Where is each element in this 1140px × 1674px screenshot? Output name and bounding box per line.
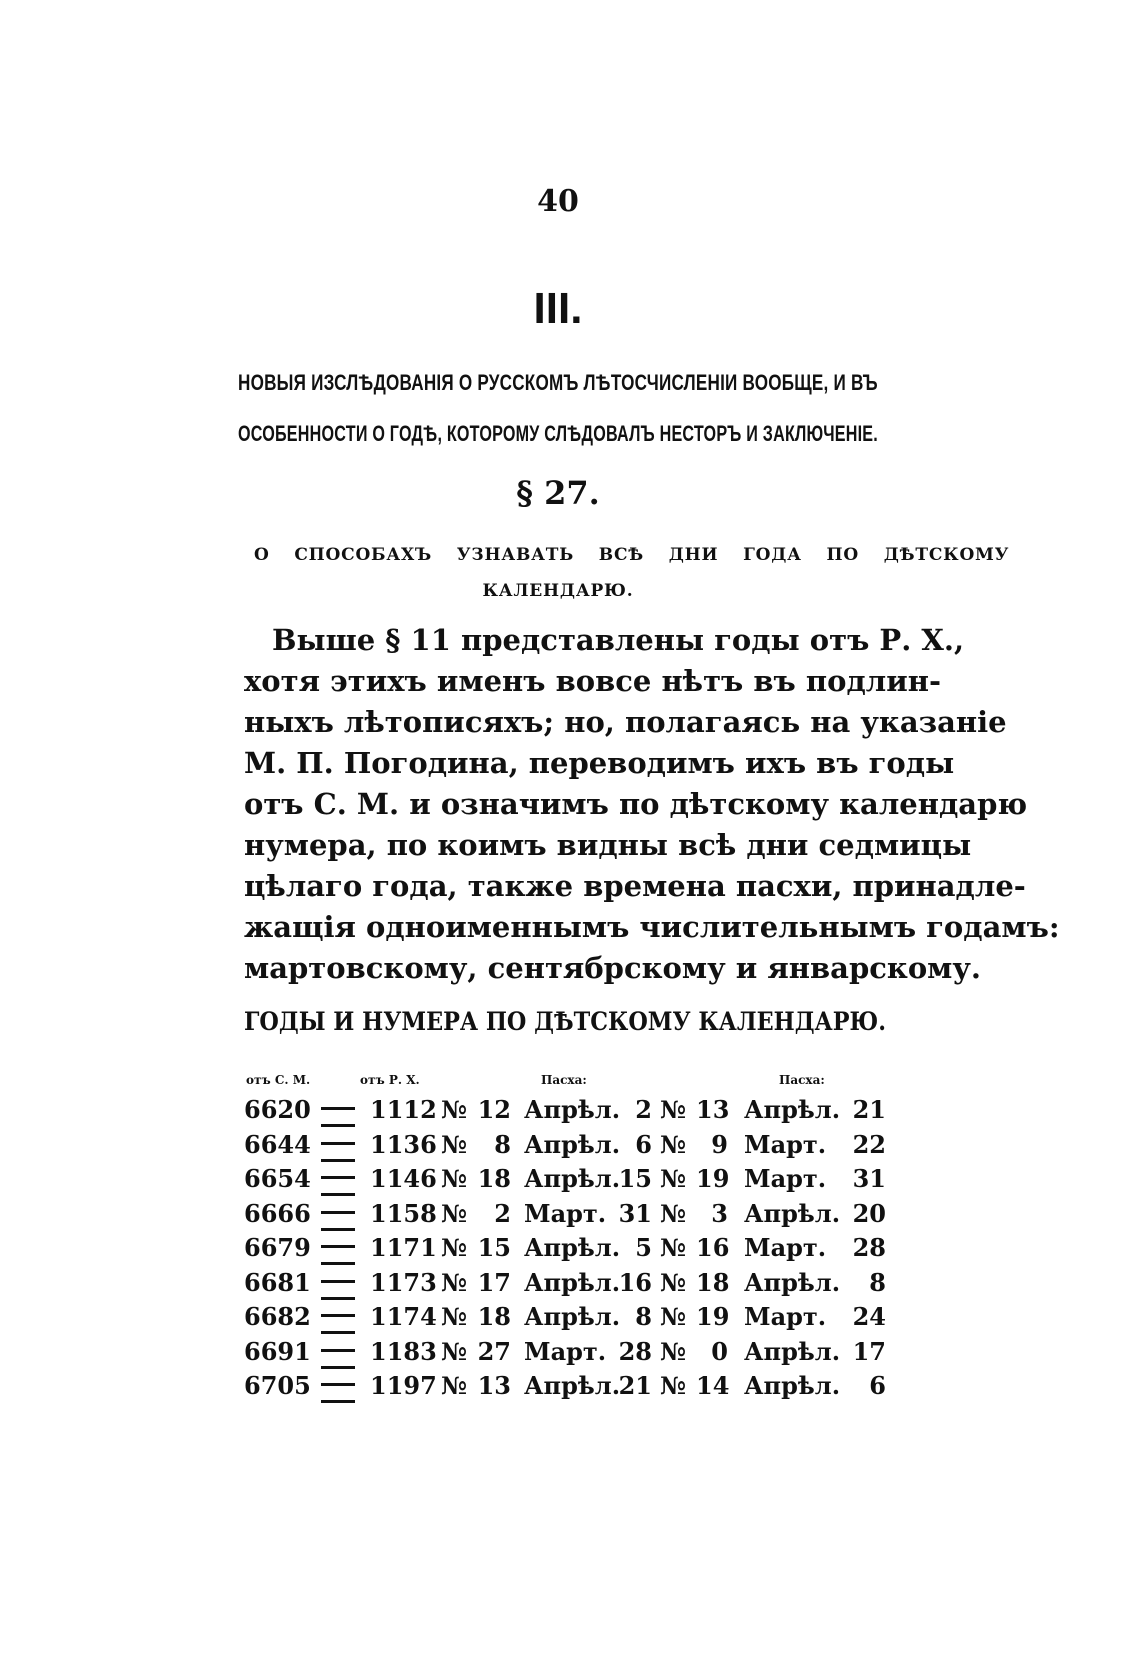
year-from-creation: 6705 [244,1371,311,1400]
year-from-christ: 1146 [370,1164,437,1193]
easter-day: 5 [635,1233,652,1262]
easter-month: Апрѣл. [744,1095,841,1124]
calendar-number: 18 [696,1267,730,1297]
equals-sign [321,1199,355,1237]
page-number: 40 [537,184,579,219]
easter-day: 15 [618,1164,652,1193]
easter-month: Март. [744,1129,827,1159]
year-from-christ: 1171 [370,1233,437,1262]
year-from-creation: 6682 [244,1302,311,1331]
number-sign: № [441,1129,468,1159]
calendar-number: 19 [696,1164,730,1193]
number-sign: № [441,1267,468,1297]
calendar-number: 18 [477,1302,511,1331]
easter-month: Апрѣл. [524,1129,621,1159]
easter-month: Апрѣл. [524,1095,621,1124]
easter-day: 8 [869,1267,886,1297]
table-row [0,1302,1140,1337]
table-row [0,1164,1140,1199]
equals-sign [321,1233,355,1271]
calendar-number: 17 [477,1267,511,1297]
number-sign: № [441,1302,468,1331]
body-paragraph [244,620,1060,989]
easter-day: 21 [852,1095,886,1124]
year-from-christ: 1197 [370,1371,437,1400]
year-from-christ: 1136 [370,1129,437,1159]
year-from-creation: 6666 [244,1198,311,1228]
easter-month: Апрѣл. [744,1336,841,1366]
number-sign: № [660,1267,687,1297]
easter-day: 24 [852,1302,886,1331]
body-line: отъ С. М. и означимъ по дѣтскому календарю [244,787,1028,821]
easter-month: Апрѣл. [744,1371,841,1400]
easter-month: Апрѣл. [524,1233,621,1262]
chapter-heading-line-1: НОВЫЯ ИЗСЛѢДОВАНІЯ О РУССКОМЪ ЛѢТОСЧИСЛЕНІИ ВООБЩЕ, И ВЪ [238,370,878,395]
easter-day: 31 [852,1164,886,1193]
easter-month: Апрѣл. [524,1164,621,1193]
easter-day: 6 [869,1371,886,1400]
easter-day: 20 [852,1198,886,1228]
chapter-heading-line-2: ОСОБЕННОСТИ О ГОДѢ, КОТОРОМУ СЛѢДОВАЛЪ НЕСТОРЪ И ЗАКЛЮЧЕНІЕ. [238,421,878,446]
calendar-number: 16 [696,1233,730,1262]
number-sign: № [441,1336,468,1366]
calendar-number: 2 [494,1198,511,1228]
calendar-table [0,1095,1140,1406]
number-sign: № [660,1233,687,1262]
table-row [0,1199,1140,1234]
table-row [0,1268,1140,1303]
easter-day: 8 [635,1302,652,1331]
table-row [0,1337,1140,1372]
number-sign: № [660,1336,687,1366]
easter-month: Март. [744,1164,827,1193]
body-line: цѣлаго года, также времена пасхи, принадле- [244,869,1026,903]
number-sign: № [660,1198,687,1228]
year-from-creation: 6679 [244,1233,311,1262]
calendar-number: 13 [696,1095,730,1124]
body-line: Выше § 11 представлены годы отъ Р. Х., [272,623,965,657]
column-header-easter-1: Пасха: [541,1073,587,1087]
easter-day: 28 [852,1233,886,1262]
year-from-christ: 1174 [370,1302,437,1331]
table-row [0,1371,1140,1406]
calendar-number: 13 [477,1371,511,1400]
table-title: ГОДЫ И НУМЕРА ПО ДѢТСКОМУ КАЛЕНДАРЮ. [244,1007,887,1036]
section-subtitle-line-1: О СПОСОБАХЪ УЗНАВАТЬ ВСѢ ДНИ ГОДА ПО ДѢТСКОМУ [254,545,1010,565]
number-sign: № [441,1164,468,1193]
body-line: нумера, по коимъ видны всѣ дни седмицы [244,828,972,862]
equals-sign [321,1095,355,1133]
year-from-creation: 6681 [244,1267,311,1297]
easter-day: 6 [635,1129,652,1159]
table-row [0,1130,1140,1165]
calendar-number: 18 [477,1164,511,1193]
easter-day: 17 [852,1336,886,1366]
easter-month: Март. [524,1198,607,1228]
easter-day: 2 [635,1095,652,1124]
easter-day: 16 [618,1267,652,1297]
table-row [0,1233,1140,1268]
body-line: хотя этихъ именъ вовсе нѣтъ въ подлин- [244,664,941,698]
easter-month: Апрѣл. [524,1371,621,1400]
number-sign: № [660,1371,687,1400]
year-from-christ: 1183 [370,1336,437,1366]
easter-day: 21 [618,1371,652,1400]
calendar-number: 8 [494,1129,511,1159]
easter-month: Апрѣл. [744,1267,841,1297]
calendar-number: 14 [696,1371,730,1400]
chapter-number: III. [533,284,583,333]
column-header-from-creation: отъ С. М. [246,1073,311,1087]
year-from-creation: 6620 [244,1095,311,1124]
equals-sign [321,1302,355,1340]
year-from-creation: 6654 [244,1164,311,1193]
calendar-number: 0 [711,1336,728,1366]
easter-day: 28 [618,1336,652,1366]
easter-month: Март. [524,1336,607,1366]
easter-month: Март. [744,1302,827,1331]
easter-month: Апрѣл. [744,1198,841,1228]
calendar-number: 12 [477,1095,511,1124]
easter-month: Апрѣл. [524,1267,621,1297]
number-sign: № [441,1371,468,1400]
calendar-number: 19 [696,1302,730,1331]
number-sign: № [441,1233,468,1262]
calendar-number: 15 [477,1233,511,1262]
equals-sign [321,1268,355,1306]
number-sign: № [660,1129,687,1159]
body-line: ныхъ лѣтописяхъ; но, полагаясь на указаніе [244,705,1007,739]
number-sign: № [441,1095,468,1124]
year-from-creation: 6691 [244,1336,311,1366]
body-line: мартовскому, сентябрскому и январскому. [244,951,982,985]
year-from-creation: 6644 [244,1129,311,1159]
easter-day: 31 [618,1198,652,1228]
section-subtitle-line-2: КАЛЕНДАРЮ. [482,581,634,601]
column-header-from-christ: отъ Р. Х. [360,1073,420,1087]
year-from-christ: 1112 [370,1095,437,1124]
equals-sign [321,1337,355,1375]
year-from-christ: 1173 [370,1267,437,1297]
calendar-number: 3 [711,1198,728,1228]
number-sign: № [660,1095,687,1124]
body-line: М. П. Погодина, переводимъ ихъ въ годы [244,746,955,780]
number-sign: № [660,1302,687,1331]
body-line: жащія одноименнымъ числительнымъ годамъ: [244,910,1060,944]
section-number: § 27. [516,474,600,512]
column-header-easter-2: Пасха: [779,1073,825,1087]
number-sign: № [660,1164,687,1193]
table-row [0,1095,1140,1130]
number-sign: № [441,1198,468,1228]
easter-day: 22 [852,1129,886,1159]
calendar-number: 27 [477,1336,511,1366]
easter-month: Апрѣл. [524,1302,621,1331]
equals-sign [321,1371,355,1409]
equals-sign [321,1164,355,1202]
equals-sign [321,1130,355,1168]
easter-month: Март. [744,1233,827,1262]
year-from-christ: 1158 [370,1198,437,1228]
calendar-number: 9 [711,1129,728,1159]
